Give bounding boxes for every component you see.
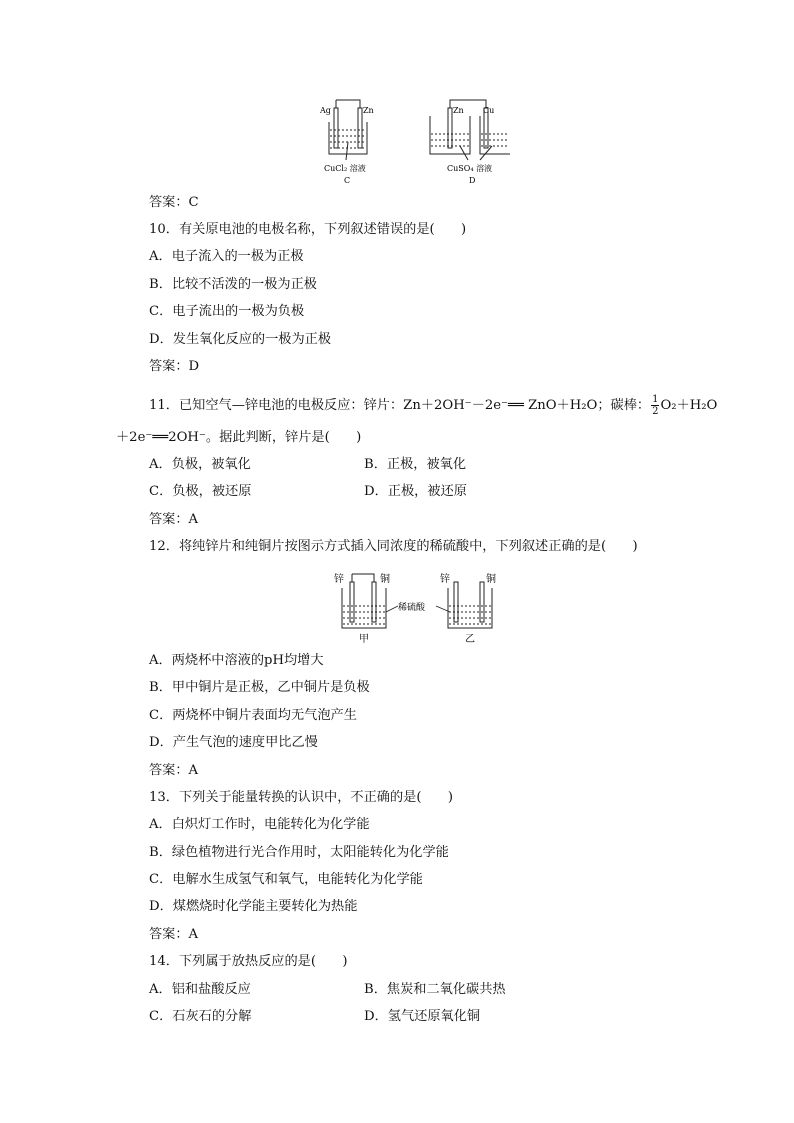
q11-option-b: B．正极，被氧化 xyxy=(364,457,467,472)
q11-option-d: D．正极，被还原 xyxy=(364,484,467,499)
yi-right-electrode: 铜 xyxy=(486,574,496,585)
q11-stem-line1 xyxy=(149,394,717,417)
cell-c xyxy=(329,100,367,160)
beaker-yi xyxy=(448,582,492,628)
q11-fraction xyxy=(651,394,659,417)
d-left-electrode: Zn xyxy=(453,106,464,115)
q11-stem-part1: 11．已知空气—锌电池的电极反应：锌片：Zn＋2OH⁻－2e⁻══ ZnO＋H₂O；碳棒： xyxy=(149,398,651,413)
q12-option-a: A．两烧杯中溶液的pH均增大 xyxy=(149,653,324,668)
q13-option-c: C．电解水生成氢气和氧气，电能转化为化学能 xyxy=(149,872,423,887)
q10-stem: 10．有关原电池的电极名称，下列叙述错误的是( ) xyxy=(149,222,467,237)
d-solution-label: CuSO₄ 溶液 xyxy=(447,164,493,173)
q12-stem: 12．将纯锌片和纯铜片按图示方式插入同浓度的稀硫酸中，下列叙述正确的是( ) xyxy=(149,539,638,554)
q13-answer: 答案：A xyxy=(149,927,199,942)
q11-option-c: C．负极，被还原 xyxy=(149,484,252,499)
c-solution-label: CuCl₂ 溶液 xyxy=(324,164,366,173)
d-right-electrode: Cu xyxy=(483,106,495,115)
acid-label: 稀硫酸 xyxy=(398,603,426,613)
c-right-electrode: Zn xyxy=(363,106,374,115)
q10-option-a: A．电子流入的一极为正极 xyxy=(149,249,304,264)
figure-cells-c-d xyxy=(320,96,510,188)
jia-right-electrode: 铜 xyxy=(380,574,390,585)
d-cell-label: D xyxy=(469,176,476,185)
q13-option-b: B．绿色植物进行光合作用时，太阳能转化为化学能 xyxy=(149,845,449,860)
q14-option-a: A．铝和盐酸反应 xyxy=(149,982,251,997)
q9-answer: 答案：C xyxy=(149,195,199,210)
q14-stem: 14．下列属于放热反应的是( ) xyxy=(149,954,348,969)
yi-left-electrode: 锌 xyxy=(440,574,450,585)
q11-stem-line2: ＋2e⁻══2OH⁻。据此判断，锌片是( ) xyxy=(116,430,362,445)
q13-option-a: A．白炽灯工作时，电能转化为化学能 xyxy=(149,817,370,832)
q12-option-d: D．产生气泡的速度甲比乙慢 xyxy=(149,735,318,750)
q14-option-c: C．石灰石的分解 xyxy=(149,1009,252,1024)
c-cell-label: C xyxy=(344,176,351,185)
c-left-electrode: Ag xyxy=(320,106,331,115)
jia-left-electrode: 锌 xyxy=(334,574,344,585)
q11-stem-part2: O₂＋H₂O xyxy=(660,398,718,413)
fraction-denominator: 2 xyxy=(652,406,659,417)
q10-option-d: D．发生氧化反应的一极为正极 xyxy=(149,332,332,347)
jia-label: 甲 xyxy=(359,634,369,645)
q12-option-c: C．两烧杯中铜片表面均无气泡产生 xyxy=(149,708,357,723)
q13-stem: 13．下列关于能量转换的认识中，不正确的是( ) xyxy=(149,790,454,805)
q14-option-b: B．焦炭和二氧化碳共热 xyxy=(364,982,506,997)
fraction-numerator: 1 xyxy=(652,394,659,405)
yi-label: 乙 xyxy=(465,634,475,645)
q12-answer: 答案：A xyxy=(149,763,199,778)
cell-d xyxy=(430,100,510,160)
q11-answer: 答案：A xyxy=(149,512,199,527)
q10-option-b: B．比较不活泼的一极为正极 xyxy=(149,277,317,292)
q13-option-d: D．煤燃烧时化学能主要转化为热能 xyxy=(149,899,358,914)
q12-option-b: B．甲中铜片是正极，乙中铜片是负极 xyxy=(149,680,370,695)
q11-option-a: A．负极，被氧化 xyxy=(149,457,251,472)
q10-option-c: C．电子流出的一极为负极 xyxy=(149,304,305,319)
q14-option-d: D．氢气还原氧化铜 xyxy=(364,1009,481,1024)
q10-answer: 答案：D xyxy=(149,359,200,374)
figure-beakers-jia-yi xyxy=(330,568,502,646)
